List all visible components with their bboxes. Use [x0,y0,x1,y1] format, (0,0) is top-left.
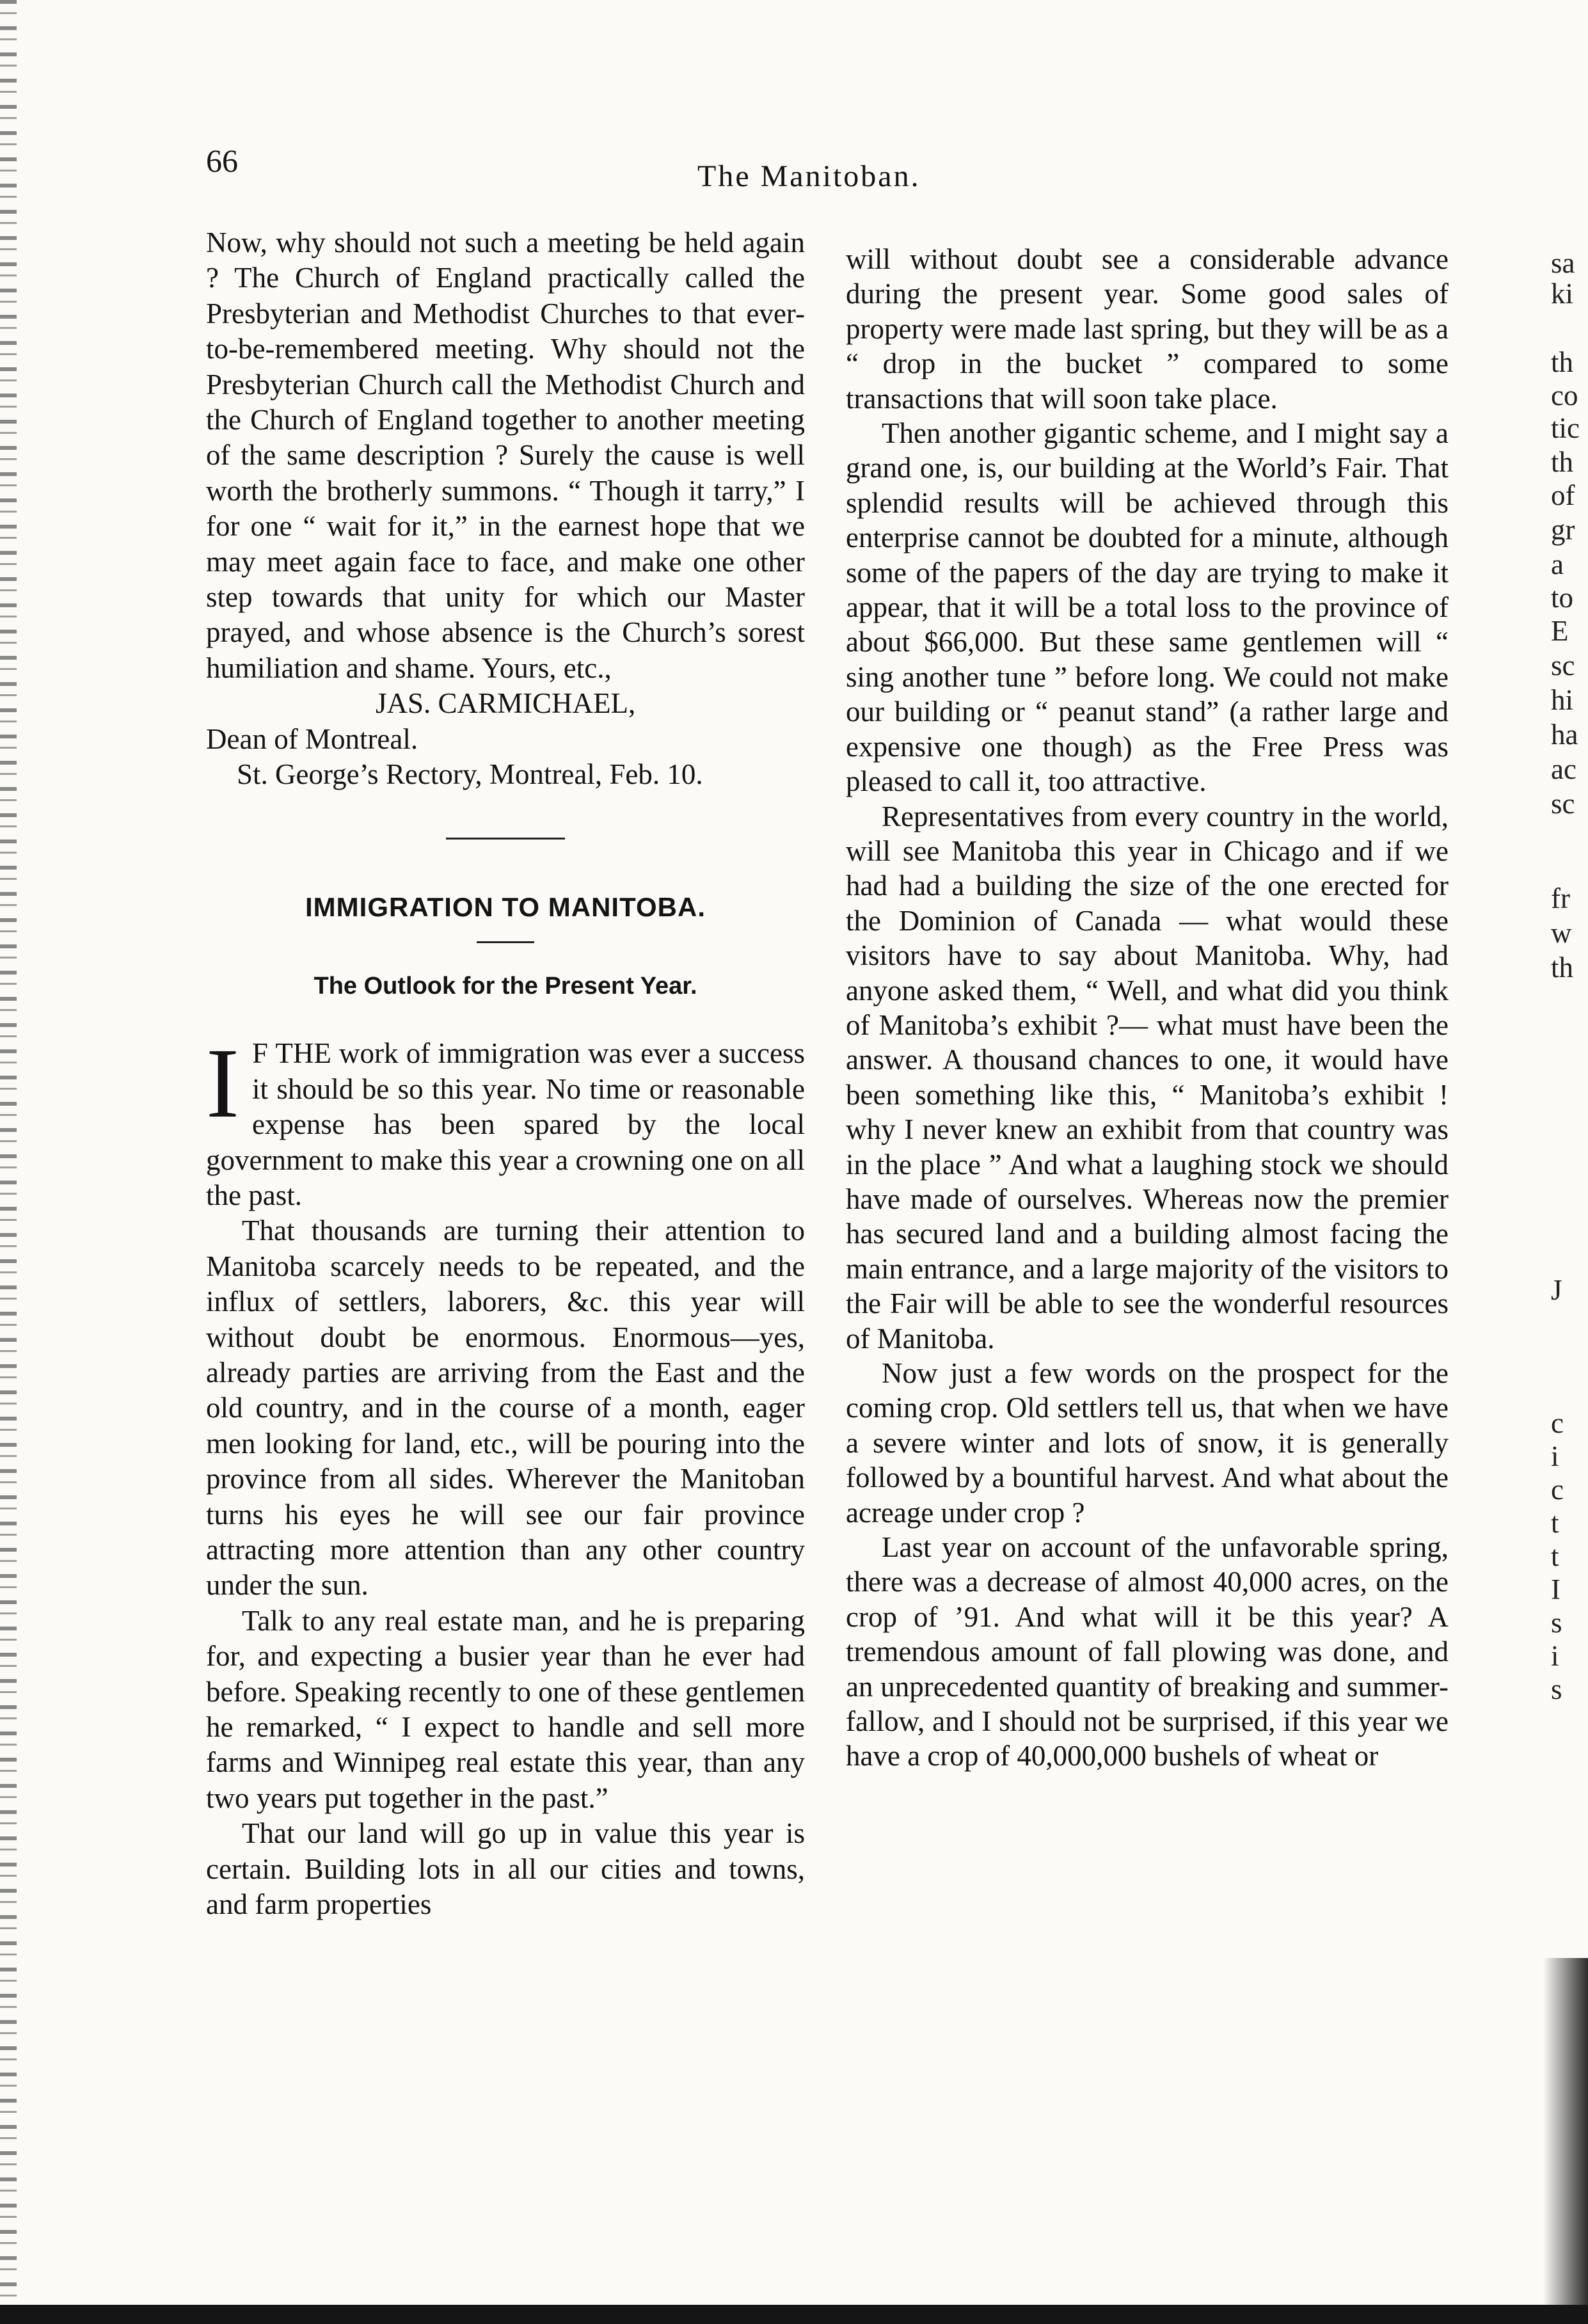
next-page-fragment: tic [1551,412,1580,444]
article-paragraph-5: will without doubt see a considerable advance during the present year. Some good sales of property were made last spring, but they will be as a “ drop in the bucket ” compared to some transactions that will soon take place. [846,243,1449,415]
page-number: 66 [206,143,238,179]
next-page-fragment: ha [1551,719,1578,751]
next-page-fragment: fr [1551,882,1570,914]
next-page-fragment: ki [1551,278,1574,310]
next-page-fragment: t [1551,1540,1559,1572]
middle-column [846,242,1449,1774]
next-page-fragment: s [1551,1607,1562,1639]
article-subtitle: The Outlook for the Present Year. [314,972,697,999]
article-paragraph-9: Last year on account of the unfavorable spring, there was a decrease of almost 40,000 acres, on the crop of ’91. And what will it be this year? A tremendous amount of fall plowing was done, and an unprecedented quantity of breaking and summer-fallow, and I should not be surprised, if this year we have a crop of 40,000,000 bushels of wheat or [846,1531,1449,1772]
next-page-fragment: hi [1551,684,1574,716]
article-paragraph-7: Representatives from every country in the world, will see Manitoba this year in Chicago and if we had had a building the size of the one erected for the Dominion of Canada — what would these visitors have to say about Manitoba. Why, had anyone asked them, “ Well, and what did you think of Manitoba’s exhibit ?— what must have been the answer. A thousand chances to one, it would have been something like this, “ Manitoba’s exhibit ! why I never knew an exhibit from that country was in the place ” And what a laughing stock we should have made of ourselves. Whereas now the premier has secured land and a building almost facing the main entrance, and a large majority of the visitors to the Fair will be able to see the wonderful resources of Manitoba. [846,800,1449,1355]
article-paragraph-1 [206,1028,805,1213]
letter-place-date: St. George’s Rectory, Montreal, Feb. 10. [237,758,703,791]
article-paragraph-3: Talk to any real estate man, and he is preparing for, and expecting a busier year than he ever had before. Speaking recently to one of these gentlemen he remarked, “ I expect to handle and sell more farms and Winnipeg real estate this year, than any two years put together in the past.” [206,1604,805,1814]
next-page-fragment: t [1551,1507,1559,1539]
next-page-fragment: th [1551,346,1574,378]
next-page-fragment: I [1551,1573,1560,1605]
next-page-fragment: i [1551,1640,1559,1672]
next-page-fragment: E [1551,615,1569,647]
binding-gutter [0,0,17,2324]
next-page-fragment: w [1551,917,1572,949]
next-page-fragment: gr [1551,514,1575,546]
section-divider [446,838,565,840]
page-edge-shadow [1543,1958,1588,2324]
next-page-fragment: sa [1551,247,1575,279]
next-page-fragment: sc [1551,788,1575,820]
next-page-fragment: c [1551,1474,1564,1506]
next-page-fragment: th [1551,951,1574,983]
left-column [206,225,805,1922]
running-head: The Manitoban. [697,159,921,193]
letter-signer: JAS. CARMICHAEL, [376,687,636,720]
article-paragraph-2: That thousands are turning their attention to Manitoba scarcely needs to be repeated, and the influx of settlers, laborers, &c. this year will without doubt be enormous. Enormous—yes, already parties are arriving from the East and the old country, and in the course of a month, eager men looking for land, etc., will be pouring into the province from all sides. Wherever the Manitoban turns his eyes he will see our fair province attracting more attention than any other country under the sun. [206,1214,805,1602]
article-paragraph-1-text: F THE work of immigration was ever a success it should be so this year. No time or reasonable expense has been spared by the local government to make this year a crowning one on all the past. [206,1037,805,1211]
article-title: IMMIGRATION TO MANITOBA. [305,891,706,922]
scan-bottom-band [0,2305,1588,2324]
article-paragraph-6: Then another gigantic scheme, and I might say a grand one, is, our building at the World’s Fair. That splendid results will be achieved through this enterprise cannot be doubted for a minute, although some of the papers of the day are trying to make it appear, that it will be a total loss to the province of about $66,000. But these same gentlemen will “ sing another tune ” before long. We could not make our building or “ peanut stand” (a rather large and expensive one though) as the Free Press was pleased to call it, too attractive. [846,417,1449,798]
next-page-fragment: of [1551,479,1575,511]
article-paragraph-8: Now just a few words on the prospect for the coming crop. Old settlers tell us, that when we have a severe winter and lots of snow, it is generally followed by a bountiful harvest. And what about the acreage under crop ? [846,1357,1449,1529]
next-page-fragment: co [1551,379,1578,411]
next-page-fragment: c [1551,1407,1564,1439]
next-page-fragment: th [1551,446,1574,478]
next-page-fragment: J [1551,1274,1562,1306]
next-page-fragment: to [1551,582,1574,614]
title-rule [477,941,534,943]
next-page-fragment: a [1551,548,1564,580]
article-paragraph-4: That our land will go up in value this year is certain. Building lots in all our cities and towns, and farm properties [206,1817,805,1921]
next-page-fragment: s [1551,1673,1562,1705]
drop-cap: I [206,1028,239,1139]
next-page-fragment: i [1551,1440,1559,1472]
next-page-fragment: sc [1551,649,1575,681]
letter-signer-title: Dean of Montreal. [206,722,418,755]
next-page-fragment: ac [1551,753,1576,785]
letter-body: Now, why should not such a meeting be held again ? The Church of England practically called the Presbyterian and Methodist Churches to that ever-to-be-remembered meeting. Why should not the Presbyterian Church call the Methodist Church and the Church of England together to another meeting of the same description ? Surely the cause is well worth the brotherly summons. “ Though it tarry,” I for one “ wait for it,” in the earnest hope that we may meet again face to face, and make one other step towards that unity for which our Master prayed, and whose absence is the Church’s sorest humiliation and shame. Yours, etc., [206,227,805,684]
